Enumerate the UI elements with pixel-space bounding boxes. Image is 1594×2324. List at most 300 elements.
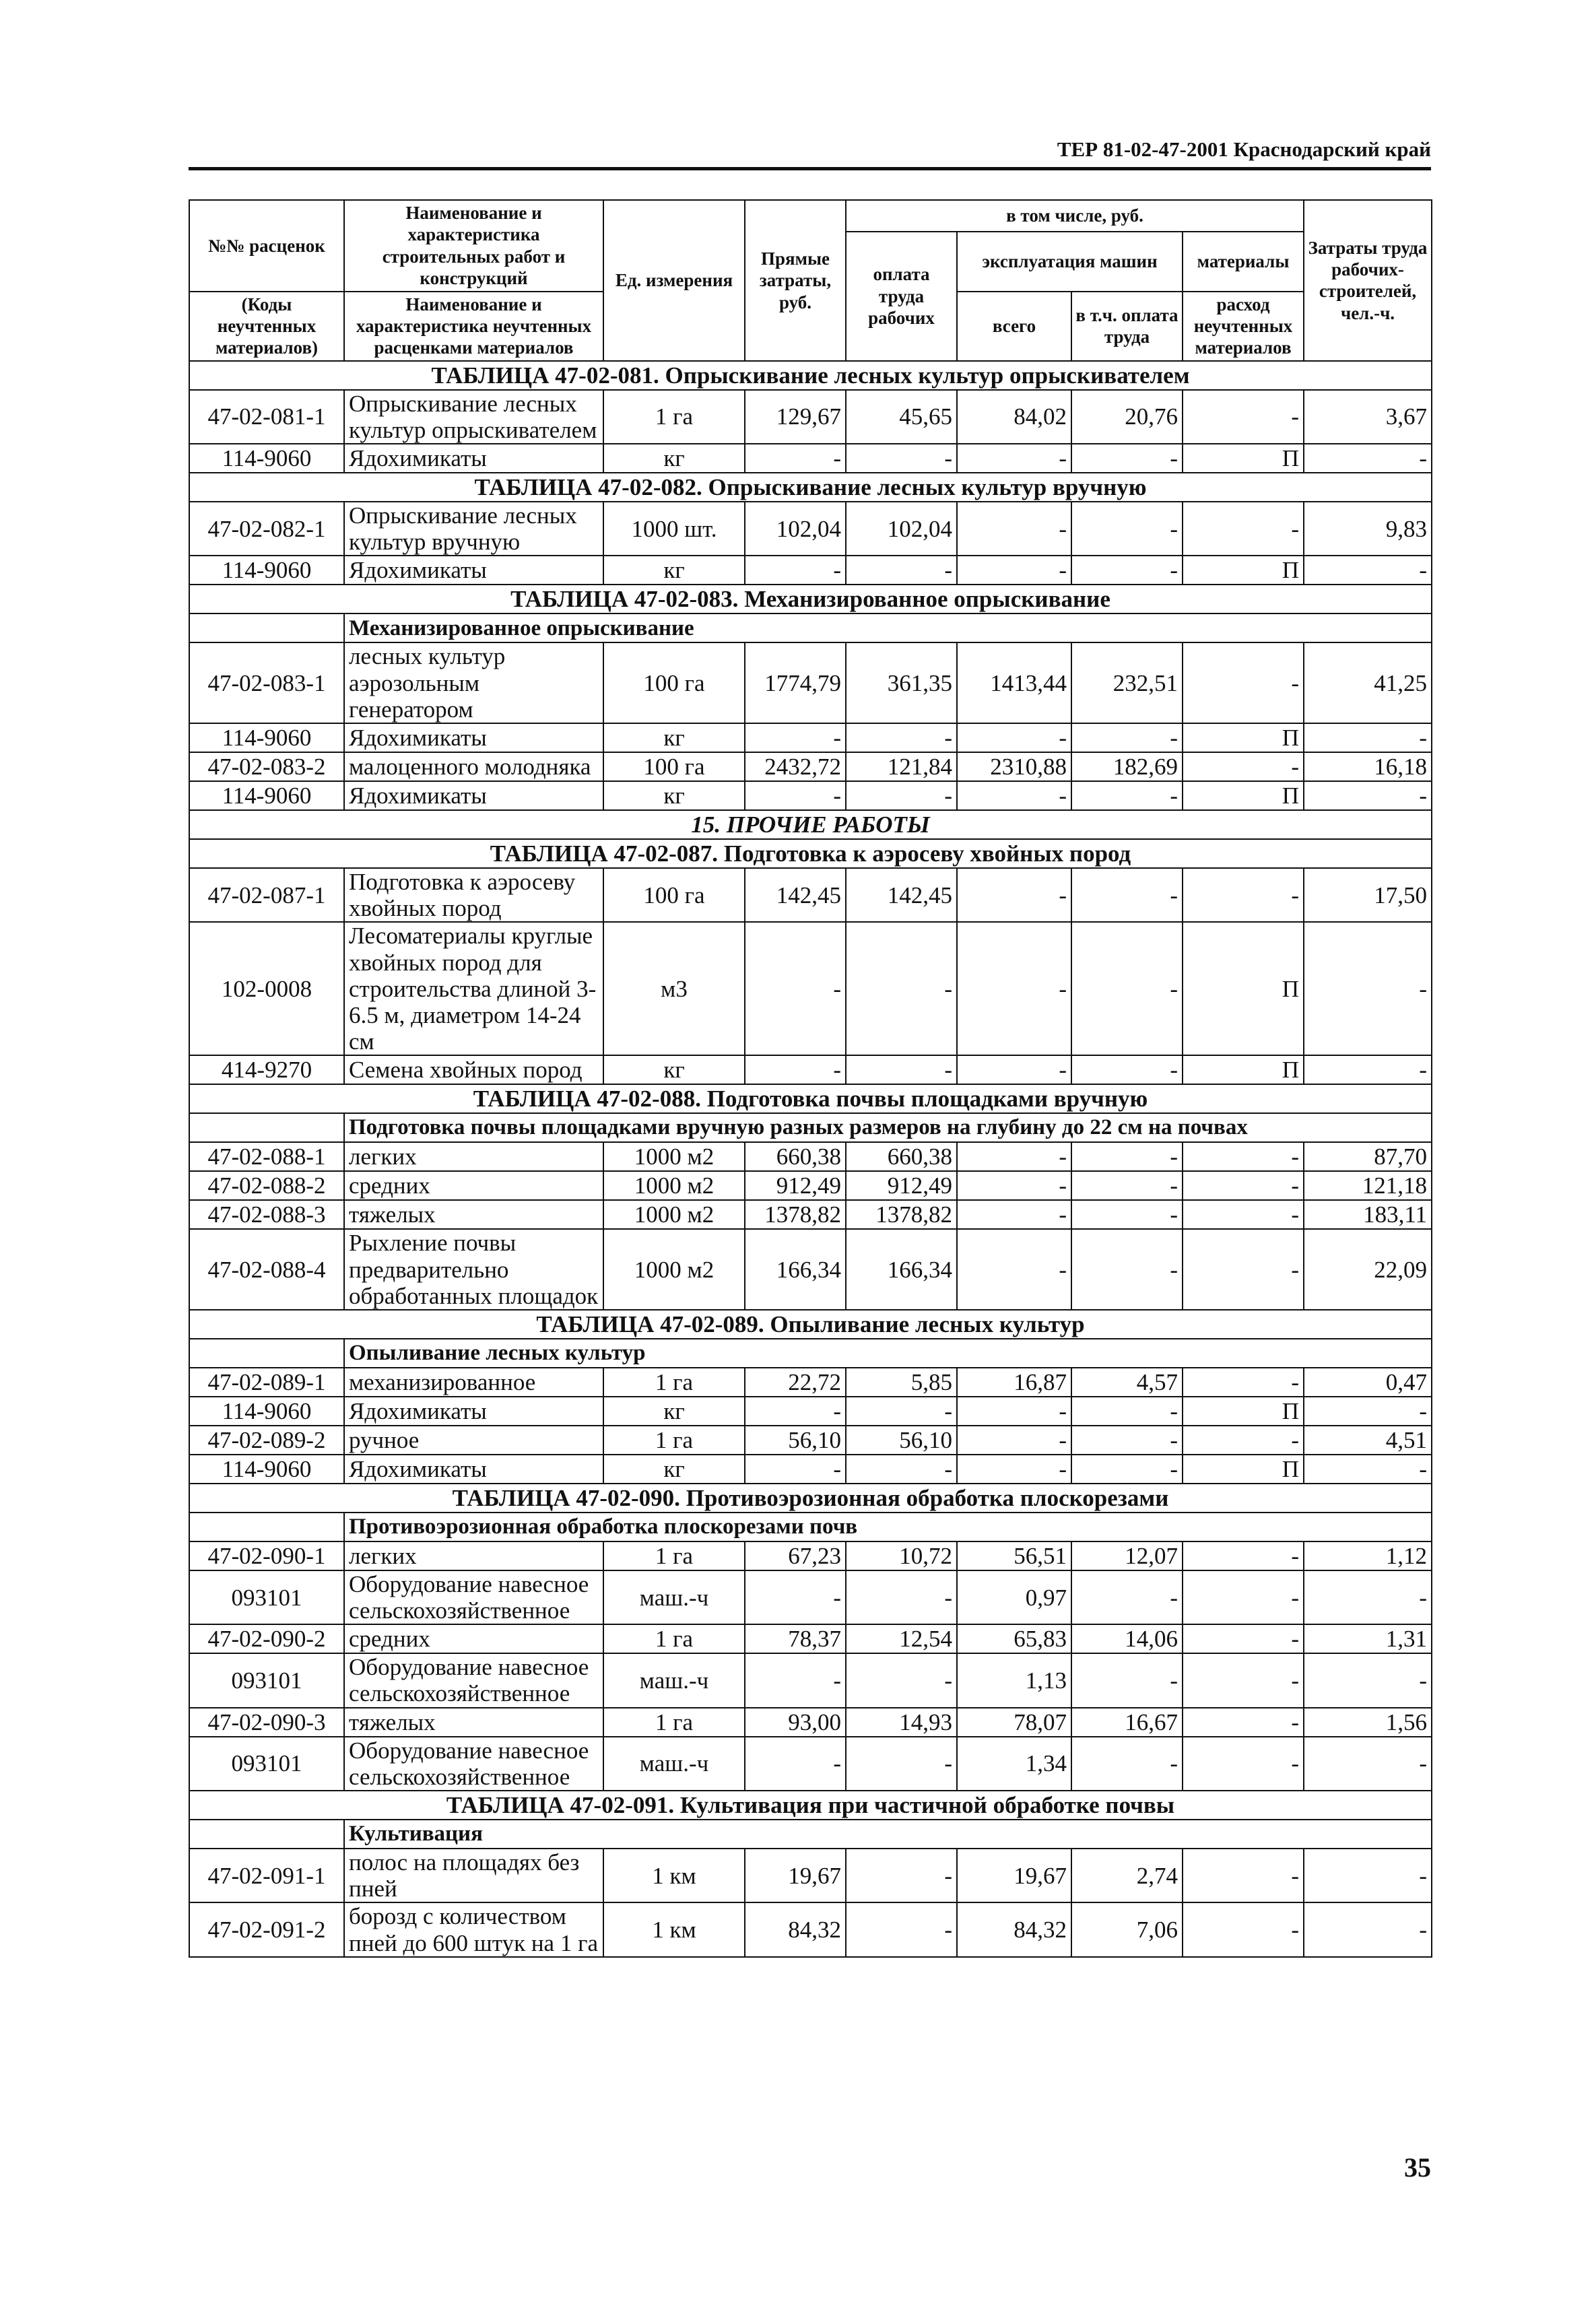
cell-materials: - (1183, 1426, 1304, 1455)
header-name-top: Наименование и характеристика строительных работ и конструкций (344, 200, 603, 292)
section-title: ТАБЛИЦА 47-02-089. Опыливание лесных культур (189, 1310, 1432, 1339)
cell-labor: - (1304, 556, 1432, 585)
cell-wage: 121,84 (846, 752, 957, 781)
cell-direct-cost: - (745, 1570, 846, 1624)
table-row (189, 1455, 1432, 1484)
cell-unit: 1 га (603, 1708, 745, 1737)
cell-materials: П (1183, 556, 1304, 585)
cell-labor: 1,31 (1304, 1624, 1432, 1653)
cell-direct-cost: - (745, 1653, 846, 1707)
cell-machines-total: 0,97 (957, 1570, 1071, 1624)
section-title-row (189, 839, 1432, 868)
cell-unit: 1 км (603, 1902, 745, 1956)
cell-code: 47-02-089-1 (189, 1368, 344, 1397)
cell-machines-total: 56,51 (957, 1541, 1071, 1570)
cell-name: лесных культур аэрозольным генератором (344, 642, 603, 723)
cell-machines-total: - (957, 1397, 1071, 1426)
cell-direct-cost: 93,00 (745, 1708, 846, 1737)
cell-unit: кг (603, 444, 745, 473)
cell-code: 093101 (189, 1570, 344, 1624)
cell-unit: 1 га (603, 1368, 745, 1397)
cell-code: 47-02-088-2 (189, 1171, 344, 1200)
cell-code: 47-02-090-3 (189, 1708, 344, 1737)
cell-materials: - (1183, 752, 1304, 781)
table-row (189, 1426, 1432, 1455)
cell-machines-wage: - (1071, 1653, 1183, 1707)
cell-machines-wage: 4,57 (1071, 1368, 1183, 1397)
header-machines-wage: в т.ч. оплата труда (1071, 292, 1183, 361)
cell-code: 114-9060 (189, 1397, 344, 1426)
section-title: ТАБЛИЦА 47-02-091. Культивация при частичной обработке почвы (189, 1791, 1432, 1820)
cell-unit: 1000 шт. (603, 502, 745, 556)
cell-unit: кг (603, 1455, 745, 1484)
cell-direct-cost: 102,04 (745, 502, 846, 556)
cell-materials: П (1183, 781, 1304, 810)
table-row (189, 1142, 1432, 1171)
cell-direct-cost: - (745, 444, 846, 473)
cell-direct-cost: 2432,72 (745, 752, 846, 781)
cell-wage: 912,49 (846, 1171, 957, 1200)
cell-unit: кг (603, 1055, 745, 1084)
group-title: Культивация (344, 1820, 1432, 1849)
cell-name: легких (344, 1541, 603, 1570)
table-row (189, 502, 1432, 556)
cell-labor: - (1304, 1849, 1432, 1902)
cell-materials: - (1183, 1902, 1304, 1956)
cell-machines-wage: 20,76 (1071, 390, 1183, 444)
cell-name: Опрыскивание лесных культур опрыскивателем (344, 390, 603, 444)
cell-direct-cost: 19,67 (745, 1849, 846, 1902)
cell-labor: 16,18 (1304, 752, 1432, 781)
cell-wage: 660,38 (846, 1142, 957, 1171)
cell-machines-total: - (957, 502, 1071, 556)
table-row (189, 1541, 1432, 1570)
cell-labor: 121,18 (1304, 1171, 1432, 1200)
cell-direct-cost: 56,10 (745, 1426, 846, 1455)
group-blank-cell (189, 1113, 344, 1142)
cell-labor: - (1304, 1570, 1432, 1624)
cell-code: 47-02-083-1 (189, 642, 344, 723)
cell-machines-total: - (957, 868, 1071, 922)
cell-labor: 41,25 (1304, 642, 1432, 723)
cell-machines-wage: - (1071, 1426, 1183, 1455)
section-title: ТАБЛИЦА 47-02-087. Подготовка к аэросеву хвойных пород (189, 839, 1432, 868)
table-row (189, 1570, 1432, 1624)
cell-labor: - (1304, 922, 1432, 1055)
header-machines: эксплуатация машин (957, 232, 1183, 292)
cell-name: Оборудование навесное сельскохозяйственное (344, 1737, 603, 1791)
cell-code: 47-02-083-2 (189, 752, 344, 781)
cell-machines-total: 65,83 (957, 1624, 1071, 1653)
cell-name: Ядохимикаты (344, 444, 603, 473)
group-blank-cell (189, 1513, 344, 1541)
cell-machines-total: - (957, 1426, 1071, 1455)
cell-labor: 22,09 (1304, 1229, 1432, 1310)
group-title: Противоэрозионная обработка плоскорезами почв (344, 1513, 1432, 1541)
cell-unit: 1 га (603, 1624, 745, 1653)
cell-materials: - (1183, 1368, 1304, 1397)
cell-labor: - (1304, 1902, 1432, 1956)
table-row (189, 1368, 1432, 1397)
table-row (189, 752, 1432, 781)
table-row (189, 868, 1432, 922)
cell-materials: - (1183, 1142, 1304, 1171)
cell-machines-wage: - (1071, 1397, 1183, 1426)
cell-machines-total: - (957, 1171, 1071, 1200)
cell-machines-wage: - (1071, 444, 1183, 473)
cell-wage: - (846, 723, 957, 752)
cell-machines-wage: - (1071, 1570, 1183, 1624)
cell-wage: 102,04 (846, 502, 957, 556)
section-title-row (189, 810, 1432, 839)
cell-direct-cost: 129,67 (745, 390, 846, 444)
cell-machines-wage: - (1071, 1229, 1183, 1310)
cell-wage: - (846, 922, 957, 1055)
group-title-row (189, 613, 1432, 642)
cell-machines-wage: - (1071, 1200, 1183, 1229)
cell-machines-total: - (957, 1200, 1071, 1229)
cell-materials: П (1183, 922, 1304, 1055)
cell-labor: 183,11 (1304, 1200, 1432, 1229)
table-row (189, 444, 1432, 473)
group-title-row (189, 1113, 1432, 1142)
cell-unit: 1 км (603, 1849, 745, 1902)
cell-machines-total: 84,02 (957, 390, 1071, 444)
cell-machines-total: 1413,44 (957, 642, 1071, 723)
cell-machines-wage: - (1071, 502, 1183, 556)
cell-wage: 166,34 (846, 1229, 957, 1310)
cell-direct-cost: 67,23 (745, 1541, 846, 1570)
table-row (189, 556, 1432, 585)
cell-unit: кг (603, 723, 745, 752)
cell-unit: кг (603, 556, 745, 585)
cell-direct-cost: 1774,79 (745, 642, 846, 723)
cell-wage: - (846, 444, 957, 473)
cell-labor: - (1304, 723, 1432, 752)
cell-machines-total: - (957, 1229, 1071, 1310)
cell-machines-total: 2310,88 (957, 752, 1071, 781)
cell-materials: - (1183, 1229, 1304, 1310)
cell-materials: - (1183, 642, 1304, 723)
cell-direct-cost: - (745, 723, 846, 752)
cell-machines-total: - (957, 1055, 1071, 1084)
cell-unit: 1000 м2 (603, 1200, 745, 1229)
cell-wage: 10,72 (846, 1541, 957, 1570)
table-row (189, 1737, 1432, 1791)
section-title-row (189, 361, 1432, 390)
cell-machines-wage: - (1071, 1171, 1183, 1200)
cell-direct-cost: - (745, 1455, 846, 1484)
cell-direct-cost: - (745, 1397, 846, 1426)
cell-labor: - (1304, 1455, 1432, 1484)
table-row (189, 1708, 1432, 1737)
cell-materials: - (1183, 1653, 1304, 1707)
cell-name: Ядохимикаты (344, 1455, 603, 1484)
cell-direct-cost: 22,72 (745, 1368, 846, 1397)
cell-name: Семена хвойных пород (344, 1055, 603, 1084)
section-title: ТАБЛИЦА 47-02-081. Опрыскивание лесных культур опрыскивателем (189, 361, 1432, 390)
cell-code: 47-02-089-2 (189, 1426, 344, 1455)
cell-materials: - (1183, 1708, 1304, 1737)
cell-direct-cost: 1378,82 (745, 1200, 846, 1229)
cell-code: 47-02-087-1 (189, 868, 344, 922)
cell-machines-wage: - (1071, 922, 1183, 1055)
cell-machines-total: - (957, 556, 1071, 585)
cell-machines-total: 1,13 (957, 1653, 1071, 1707)
cell-materials: П (1183, 723, 1304, 752)
cell-direct-cost: 142,45 (745, 868, 846, 922)
cell-materials: - (1183, 1849, 1304, 1902)
cell-direct-cost: 166,34 (745, 1229, 846, 1310)
cell-machines-wage: 182,69 (1071, 752, 1183, 781)
group-title: Механизированное опрыскивание (344, 613, 1432, 642)
cell-direct-cost: - (745, 556, 846, 585)
cell-direct-cost: 660,38 (745, 1142, 846, 1171)
cell-materials: - (1183, 390, 1304, 444)
cell-name: Оборудование навесное сельскохозяйственное (344, 1653, 603, 1707)
cell-name: Подготовка к аэросеву хвойных пород (344, 868, 603, 922)
table-row (189, 642, 1432, 723)
cell-code: 47-02-090-1 (189, 1541, 344, 1570)
cell-machines-wage: 16,67 (1071, 1708, 1183, 1737)
cell-machines-total: 84,32 (957, 1902, 1071, 1956)
cell-code: 47-02-088-1 (189, 1142, 344, 1171)
cell-unit: маш.-ч (603, 1737, 745, 1791)
cell-labor: 87,70 (1304, 1142, 1432, 1171)
cell-wage: 12,54 (846, 1624, 957, 1653)
group-blank-cell (189, 1820, 344, 1849)
header-unit: Ед. измерения (603, 200, 745, 361)
header-name-bottom: Наименование и характеристика неучтенных расценками материалов (344, 292, 603, 361)
cell-machines-total: 16,87 (957, 1368, 1071, 1397)
cell-direct-cost: - (745, 1055, 846, 1084)
cell-unit: 1000 м2 (603, 1229, 745, 1310)
cell-code: 414-9270 (189, 1055, 344, 1084)
table-row (189, 1200, 1432, 1229)
cell-direct-cost: 912,49 (745, 1171, 846, 1200)
cell-code: 114-9060 (189, 781, 344, 810)
cell-name: Рыхление почвы предварительно обработанных площадок (344, 1229, 603, 1310)
table-row (189, 1229, 1432, 1310)
cell-name: Опрыскивание лесных культур вручную (344, 502, 603, 556)
cell-wage: - (846, 1055, 957, 1084)
table-row (189, 1653, 1432, 1707)
cell-wage: - (846, 1455, 957, 1484)
cell-name: тяжелых (344, 1708, 603, 1737)
cell-name: борозд с количеством пней до 600 штук на 1 га (344, 1902, 603, 1956)
cell-unit: 1 га (603, 390, 745, 444)
cell-unit: 1 га (603, 1426, 745, 1455)
table-row (189, 1624, 1432, 1653)
cell-code: 114-9060 (189, 556, 344, 585)
cell-unit: 1000 м2 (603, 1142, 745, 1171)
section-title: ТАБЛИЦА 47-02-082. Опрыскивание лесных культур вручную (189, 473, 1432, 502)
cell-code: 114-9060 (189, 444, 344, 473)
cell-wage: 5,85 (846, 1368, 957, 1397)
section-title-row (189, 1310, 1432, 1339)
cell-machines-wage: - (1071, 1737, 1183, 1791)
header-rule (189, 167, 1431, 170)
header-machines-total: всего (957, 292, 1071, 361)
table-row (189, 1055, 1432, 1084)
section-title: 15. ПРОЧИЕ РАБОТЫ (189, 810, 1432, 839)
cell-unit: маш.-ч (603, 1653, 745, 1707)
cell-machines-wage: 2,74 (1071, 1849, 1183, 1902)
cell-machines-wage: - (1071, 1455, 1183, 1484)
group-title: Подготовка почвы площадками вручную разных размеров на глубину до 22 см на почвах (344, 1113, 1432, 1142)
cell-labor: - (1304, 444, 1432, 473)
cell-unit: маш.-ч (603, 1570, 745, 1624)
cell-direct-cost: - (745, 1737, 846, 1791)
cell-wage: - (846, 556, 957, 585)
cell-wage: 56,10 (846, 1426, 957, 1455)
cell-labor: - (1304, 1397, 1432, 1426)
cell-machines-total: - (957, 922, 1071, 1055)
cell-machines-total: 78,07 (957, 1708, 1071, 1737)
cell-name: Оборудование навесное сельскохозяйственное (344, 1570, 603, 1624)
cell-direct-cost: 78,37 (745, 1624, 846, 1653)
table-row (189, 1171, 1432, 1200)
cell-code: 093101 (189, 1653, 344, 1707)
section-title: ТАБЛИЦА 47-02-083. Механизированное опрыскивание (189, 585, 1432, 613)
cell-labor: 0,47 (1304, 1368, 1432, 1397)
table-row (189, 723, 1432, 752)
cell-unit: кг (603, 781, 745, 810)
rates-table (189, 199, 1432, 1958)
cell-name: малоценного молодняка (344, 752, 603, 781)
cell-unit: 100 га (603, 752, 745, 781)
table-row (189, 1849, 1432, 1902)
section-title: ТАБЛИЦА 47-02-088. Подготовка почвы площадками вручную (189, 1084, 1432, 1113)
cell-labor: 17,50 (1304, 868, 1432, 922)
group-title-row (189, 1513, 1432, 1541)
cell-machines-total: 1,34 (957, 1737, 1071, 1791)
cell-wage: - (846, 1570, 957, 1624)
group-blank-cell (189, 1339, 344, 1368)
header-code-bottom: (Коды неучтенных материалов) (189, 292, 344, 361)
cell-code: 114-9060 (189, 723, 344, 752)
cell-direct-cost: 84,32 (745, 1902, 846, 1956)
cell-machines-total: - (957, 1142, 1071, 1171)
cell-code: 102-0008 (189, 922, 344, 1055)
cell-name: полос на площадях без пней (344, 1849, 603, 1902)
header-code-top: №№ расценок (189, 200, 344, 292)
cell-materials: П (1183, 1397, 1304, 1426)
cell-machines-wage: 12,07 (1071, 1541, 1183, 1570)
cell-labor: - (1304, 1653, 1432, 1707)
cell-machines-wage: - (1071, 723, 1183, 752)
cell-machines-wage: 7,06 (1071, 1902, 1183, 1956)
cell-direct-cost: - (745, 922, 846, 1055)
cell-code: 47-02-088-4 (189, 1229, 344, 1310)
group-title: Опыливание лесных культур (344, 1339, 1432, 1368)
cell-labor: - (1304, 781, 1432, 810)
cell-labor: 1,12 (1304, 1541, 1432, 1570)
cell-code: 47-02-090-2 (189, 1624, 344, 1653)
header-labor: Затраты труда рабочих-строителей, чел.-ч. (1304, 200, 1432, 361)
cell-wage: - (846, 1653, 957, 1707)
cell-materials: - (1183, 502, 1304, 556)
cell-name: легких (344, 1142, 603, 1171)
cell-wage: - (846, 781, 957, 810)
cell-wage: 45,65 (846, 390, 957, 444)
cell-materials: П (1183, 444, 1304, 473)
cell-code: 47-02-091-1 (189, 1849, 344, 1902)
table-row (189, 390, 1432, 444)
table-row (189, 1397, 1432, 1426)
cell-machines-wage: 232,51 (1071, 642, 1183, 723)
cell-materials: - (1183, 868, 1304, 922)
cell-materials: П (1183, 1455, 1304, 1484)
cell-wage: 1378,82 (846, 1200, 957, 1229)
cell-unit: 100 га (603, 868, 745, 922)
cell-labor: 9,83 (1304, 502, 1432, 556)
cell-name: Ядохимикаты (344, 723, 603, 752)
cell-code: 47-02-091-2 (189, 1902, 344, 1956)
cell-name: средних (344, 1171, 603, 1200)
cell-labor: - (1304, 1737, 1432, 1791)
cell-machines-total: - (957, 444, 1071, 473)
cell-labor: 3,67 (1304, 390, 1432, 444)
cell-labor: 4,51 (1304, 1426, 1432, 1455)
section-title-row (189, 1084, 1432, 1113)
cell-name: Лесоматериалы круглые хвойных пород для строительства длиной 3-6.5 м, диаметром 14-24 см (344, 922, 603, 1055)
cell-wage: 361,35 (846, 642, 957, 723)
cell-machines-total: 19,67 (957, 1849, 1071, 1902)
group-blank-cell (189, 613, 344, 642)
cell-name: Ядохимикаты (344, 1397, 603, 1426)
document-header: ТЕР 81-02-47-2001 Краснодарский край (1057, 137, 1431, 161)
cell-machines-wage: - (1071, 868, 1183, 922)
cell-materials: - (1183, 1624, 1304, 1653)
cell-labor: 1,56 (1304, 1708, 1432, 1737)
cell-code: 093101 (189, 1737, 344, 1791)
cell-wage: - (846, 1902, 957, 1956)
cell-machines-wage: - (1071, 781, 1183, 810)
section-title-row (189, 585, 1432, 613)
cell-materials: - (1183, 1570, 1304, 1624)
cell-materials: - (1183, 1171, 1304, 1200)
cell-materials: - (1183, 1200, 1304, 1229)
cell-machines-total: - (957, 723, 1071, 752)
cell-machines-total: - (957, 1455, 1071, 1484)
section-title-row (189, 1791, 1432, 1820)
cell-wage: - (846, 1737, 957, 1791)
table-row (189, 1902, 1432, 1956)
header-materials-sub: расход неучтенных материалов (1183, 292, 1304, 361)
cell-name: механизированное (344, 1368, 603, 1397)
cell-unit: 1000 м2 (603, 1171, 745, 1200)
cell-wage: - (846, 1397, 957, 1426)
table-row (189, 781, 1432, 810)
cell-name: тяжелых (344, 1200, 603, 1229)
group-title-row (189, 1820, 1432, 1849)
cell-wage: 14,93 (846, 1708, 957, 1737)
cell-wage: - (846, 1849, 957, 1902)
cell-machines-wage: - (1071, 1142, 1183, 1171)
cell-machines-wage: 14,06 (1071, 1624, 1183, 1653)
cell-name: Ядохимикаты (344, 781, 603, 810)
cell-unit: 1 га (603, 1541, 745, 1570)
cell-name: Ядохимикаты (344, 556, 603, 585)
cell-materials: - (1183, 1737, 1304, 1791)
table-row (189, 922, 1432, 1055)
header-direct: Прямые затраты, руб. (745, 200, 846, 361)
cell-name: средних (344, 1624, 603, 1653)
cell-unit: кг (603, 1397, 745, 1426)
cell-code: 47-02-088-3 (189, 1200, 344, 1229)
cell-labor: - (1304, 1055, 1432, 1084)
